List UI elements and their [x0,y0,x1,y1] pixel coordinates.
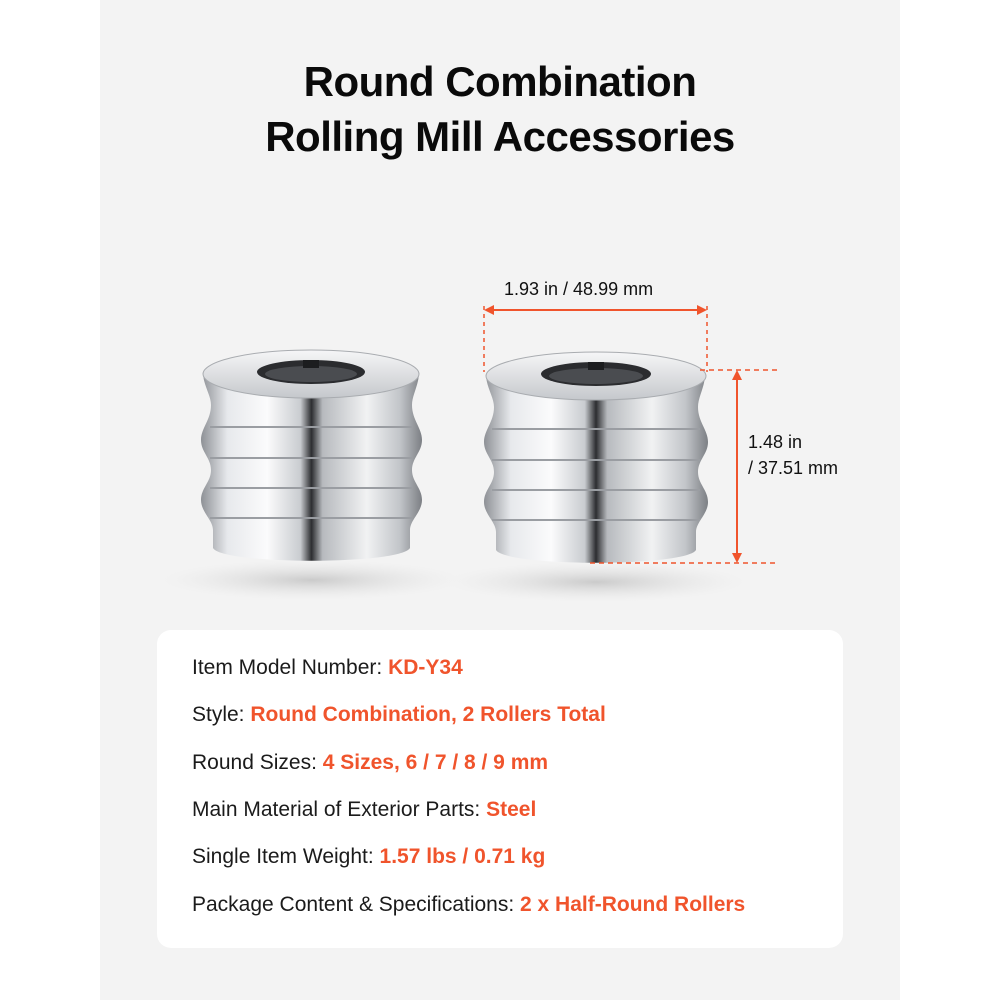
spec-label: Package Content & Specifications: [192,893,521,916]
spec-value: KD-Y34 [388,656,463,679]
width-label: 1.93 in / 48.99 mm [504,279,654,299]
roller-body [201,372,422,561]
height-label-line-1: 1.48 in [748,432,803,452]
roller-shadow [162,560,462,600]
roller-keyway [303,360,319,368]
spec-row-style [192,703,606,727]
spec-value: 2 x Half-Round Rollers [520,893,746,916]
spec-row-material [192,798,536,822]
roller-body [484,374,708,563]
spec-value: 4 Sizes, 6 / 7 / 8 / 9 mm [322,751,549,774]
spec-label: Main Material of Exterior Parts: [192,798,487,821]
spec-row-weight [192,845,545,869]
arrow-right-icon [697,305,707,315]
spec-label: Round Sizes: [192,751,323,774]
spec-value: Steel [486,798,537,821]
roller-bore-inner [549,368,643,384]
roller-bore-inner [265,366,357,382]
spec-label: Item Model Number: [192,656,389,679]
roller-keyway [588,362,604,370]
left-roller [201,350,422,561]
height-label-line-2: / 37.51 mm [748,458,839,478]
spec-value: 1.57 lbs / 0.71 kg [379,845,546,868]
roller-shadow [446,562,746,602]
spec-row-model [192,656,463,680]
arrow-up-icon [732,370,742,380]
spec-value: Round Combination, 2 Rollers Total [250,703,606,726]
spec-label: Style: [192,703,251,726]
arrow-left-icon [484,305,494,315]
title-line-2: Rolling Mill Accessories [265,113,735,160]
spec-row-package [192,893,745,917]
right-roller [484,352,708,563]
arrow-down-icon [732,553,742,563]
spec-label: Single Item Weight: [192,845,380,868]
spec-row-round-sizes [192,751,548,775]
title-line-1: Round Combination [303,58,697,105]
